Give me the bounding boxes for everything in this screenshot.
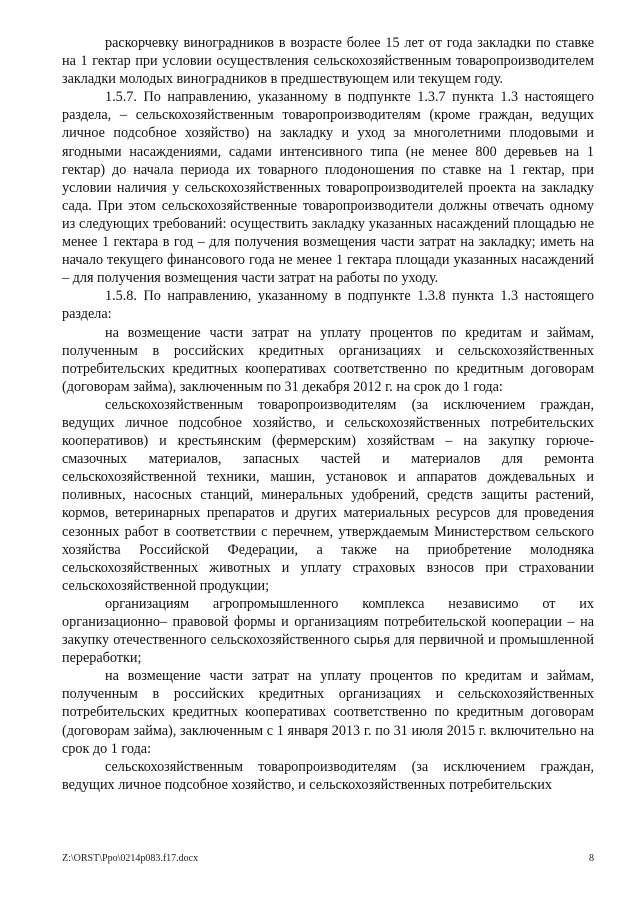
document-body <box>62 34 594 794</box>
page-number: 8 <box>589 853 594 864</box>
paragraph-producers-2013: сельскохозяйственным товаропроизводителям (за исключением граждан, ведущих личное подсобное хозяйство, и сельскохозяйственных потребительских <box>62 758 594 793</box>
paragraph-reimbursement-2012: на возмещение части затрат на уплату процентов по кредитам и займам, полученным в российских кредитных организациях и сельскохозяйственных потребительских кредитных кооперативах соответственно по кредитным договорам (договорам займа), заключенным по 31 декабря 2012 г. на срок до 1 года: <box>62 324 594 395</box>
page-footer <box>62 853 594 864</box>
paragraph-reimbursement-2013: на возмещение части затрат на уплату процентов по кредитам и займам, полученным в российских кредитных организациях и сельскохозяйственных потребительских кредитных кооперативах соответственно по кредитным договорам (договорам займа), заключенным с 1 января 2013 г. по 31 июля 2015 г. включительно на срок до 1 года: <box>62 668 594 757</box>
file-path: Z:\ORST\Ppo\0214p083.f17.docx <box>62 853 199 864</box>
paragraph-1-5-7: 1.5.7. По направлению, указанному в подпункте 1.3.7 пункта 1.3 настоящего раздела, – сельскохозяйственным товаропроизводителям (кроме граждан, ведущих личное подсобное хозяйство) на закладку и уход за многолетними плодовыми и ягодными насаждениями, садами интенсивного типа (не менее 800 деревьев на 1 гектар) до начала периода их товарного плодоношения по ставке на 1 гектар, при условии наличия у сельскохозяйственных товаропроизводителей проекта на закладку сада. При этом сельскохозяйственные товаропроизводители должны отвечать одному из следующих требований: осуществить закладку указанных насаждений площадью не менее 1 гектара в год – для получения возмещения части затрат на закладку; иметь на начало текущего финансового года не менее 1 гектара площади указанных насаждений – для получения возмещения части затрат на работы по уходу. <box>62 89 594 287</box>
paragraph-agro-organizations: организациям агропромышленного комплекса независимо от их организационно– правовой формы и организациям потребительской кооперации – на закупку отечественного сельскохозяйственного сырья для первичной и промышленной переработки; <box>62 595 594 667</box>
paragraph-1: раскорчевку виноградников в возрасте более 15 лет от года закладки по ставке на 1 гектар при условии осуществления сельскохозяйственным товаропроизводителем закладки молодых виноградников в предшествующем или текущем году. <box>62 35 594 88</box>
paragraph-producers-2012: сельскохозяйственным товаропроизводителям (за исключением граждан, ведущих личное подсобное хозяйство, и сельскохозяйственных потребительских кооперативов) и крестьянским (фермерским) хозяйствам – на закупку горюче-смазочных материалов, запасных частей и материалов для ремонта сельскохозяйственной техники, машин, установок и аппаратов дождевальных и поливных, насосных станций, минеральных удобрений, средств защиты растений, кормов, ветеринарных препаратов и других материальных ресурсов для проведения сезонных работ в соответствии с перечнем, утверждаемым Министерством сельского хозяйства Российской Федерации, а также на приобретение молодняка сельскохозяйственных животных и уплату страховых взносов при страховании сельскохозяйственной продукции; <box>62 396 594 594</box>
paragraph-1-5-8: 1.5.8. По направлению, указанному в подпункте 1.3.8 пункта 1.3 настоящего раздела: <box>62 288 594 323</box>
